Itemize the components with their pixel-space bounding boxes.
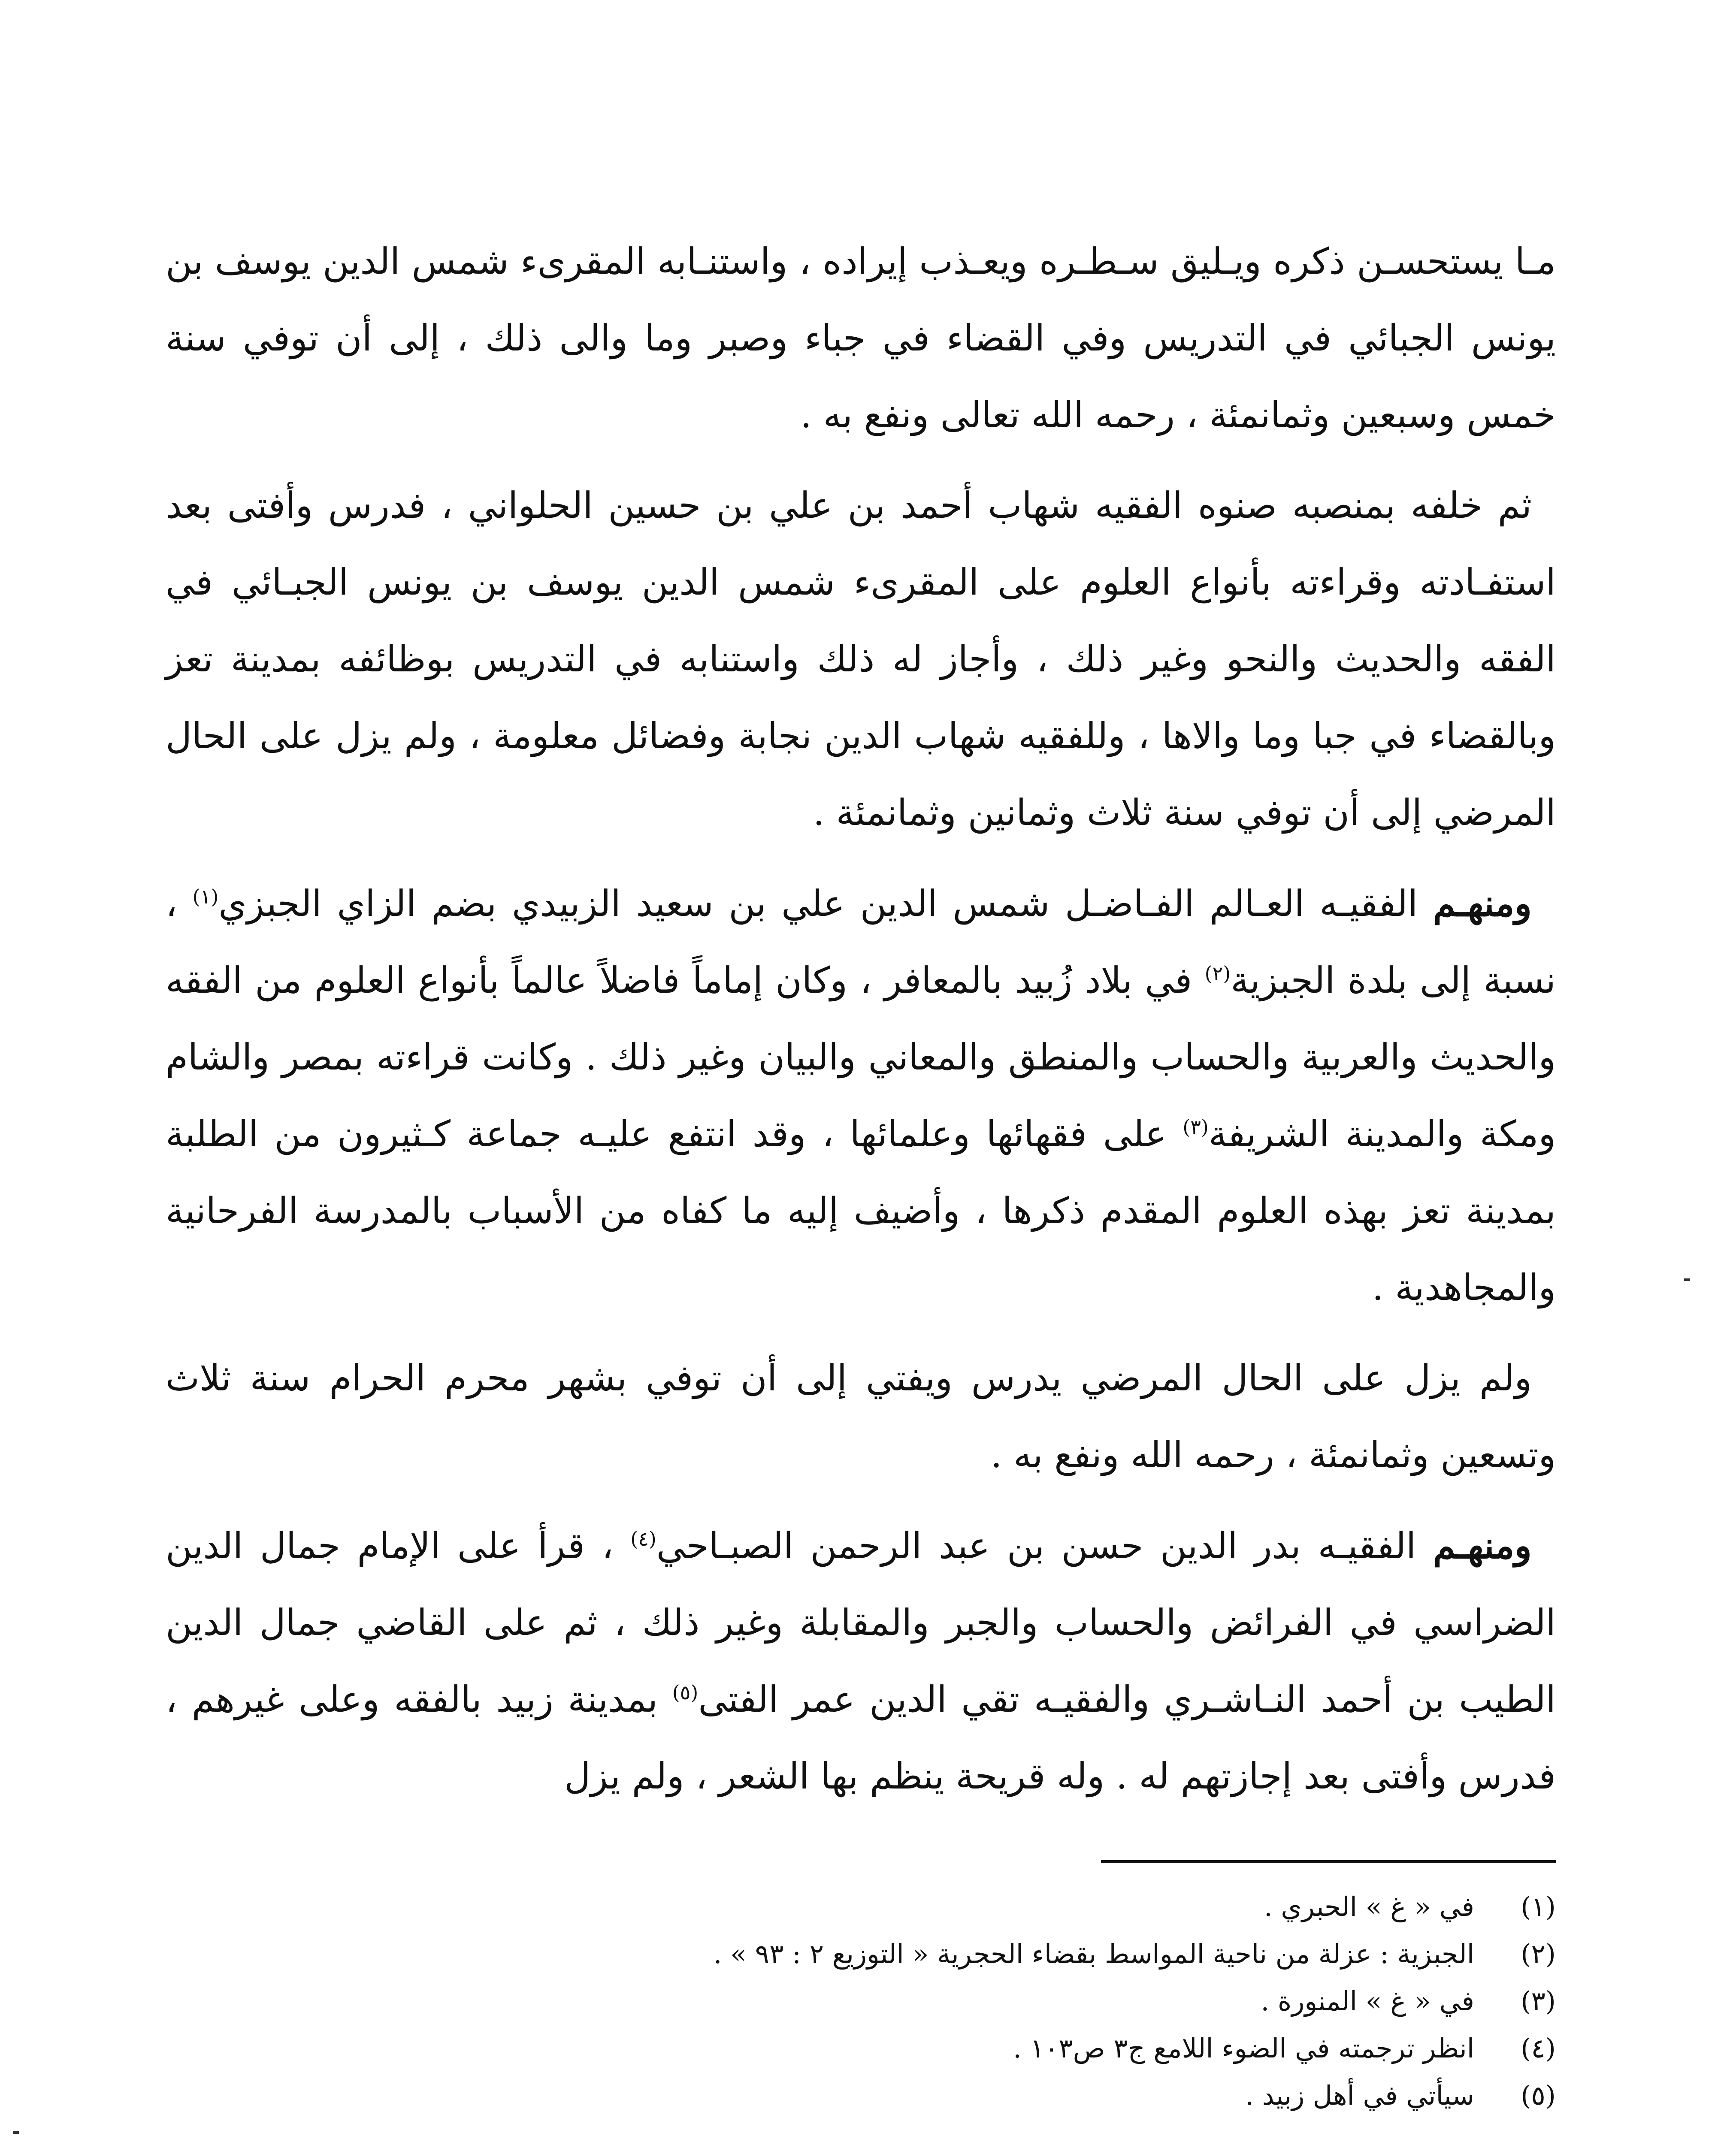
footnote-number: (٤) [1521,2033,1556,2064]
paragraph-3 [166,865,1556,1326]
paragraph-text: على فقهائها وعلمائها ، وقد انتفع عليـه جماعة كـثيرون من الطلبة بمدينة تعز بهذه العلوم المقدم ذكرها ، وأضيف إليه ما كفاه من الأسباب بالمدرسة الفرحانية والمجاهدية . [166,1113,1556,1308]
lead-word: ومنهـم [1433,1524,1532,1567]
paragraph-text: ، نسبة إلى بلدة الجبزية [166,882,1556,1001]
paragraph-text: ثم خلفه بمنصبه صنوه الفقيه شهاب أحمد بن علي بن حسين الحلواني ، فدرس وأفتى بعد استفـادته وقراءته بأنواع العلوم على المقرىء شمس الدين يوسف بن يونس الجبـائي في الفقه والحديث والنحو وغير ذلك ، وأجاز له ذلك واستنابه في التدريس بوظائفه بمدينة تعز وبالقضاء في جبا وما والاها ، وللفقيه شهاب الدين نجابة وفضائل معلومة ، ولم يزل على الحال المرضي إلى أن توفي سنة ثلاث وثمانين وثمانمئة . [166,484,1556,834]
paragraph-5 [166,1507,1556,1815]
footnote-ref-4: (٤) [630,1527,656,1550]
paragraph-4 [166,1340,1556,1493]
footnote-number: (١) [1521,1891,1556,1922]
lead-word: ومنهـم [1433,882,1532,924]
main-text [166,223,1556,1828]
paragraph-text: الفقيـه بدر الدين حسن بن عبد الرحمن الصبـاحي [656,1525,1433,1567]
footnote-1 [166,1883,1556,1930]
footnote-text: انظر ترجمته في الضوء اللامع ج٣ ص١٠٣ . [1013,2033,1474,2064]
paragraph-text: الفقيـه العـالم الفـاضـل شمس الدين علي بن سعيد الزبيدي بضم الزاي الجبزي [218,882,1433,924]
paragraph-text: مـا يستحسـن ذكره ويـليق سـطـره ويعـذب إيراده ، واستنـابه المقرىء شمس الدين يوسف بن يونس الجبائي في التدريس وفي القضاء في جباء وصبر وما والى ذلك ، إلى أن توفي سنة خمس وسبعين وثمانمئة ، رحمه الله تعالى ونفع به . [166,240,1556,436]
footnote-number: (٣) [1521,1985,1556,2017]
footnote-ref-1: (١) [192,885,219,908]
footnote-text: في « غ » المنورة . [1261,1985,1474,2017]
paragraph-2 [166,467,1556,851]
footnote-ref-5: (٥) [672,1681,699,1704]
paragraph-1 [166,223,1556,453]
footnote-text: الجبزية : عزلة من ناحية المواسط بقضاء الحجرية « التوزيع ٢ : ٩٣ » . [713,1938,1474,1970]
scan-speck [13,2131,19,2134]
footnote-3 [166,1978,1556,2025]
paragraph-text: ، قرأ على الإمام جمال الدين الضراسي في الفرائض والحساب والجبر والمقابلة وغير ذلك ، ثم على القاضي جمال الدين الطيب بن أحمد النـاشـري والفقيـه تقي الدين عمر الفتى [166,1525,1556,1720]
footnote-4 [166,2025,1556,2072]
footnote-divider [1101,1860,1556,1863]
paragraph-text: ولم يزل على الحال المرضي يدرس ويفتي إلى أن توفي بشهر محرم الحرام سنة ثلاث وتسعين وثمانمئة ، رحمه الله ونفع به . [166,1357,1556,1476]
footnote-5 [166,2072,1556,2119]
footnote-ref-2: (٢) [1204,962,1231,985]
paragraph-text: في بلاد زُبيد بالمعافر ، وكان إماماً فاضلاً عالماً بأنواع العلوم من الفقه والحديث والعربية والحساب والمنطق والمعاني والبيان وغير ذلك . وكانت قراءته بمصر والشام ومكة والمدينة الشريفة [166,959,1556,1155]
scan-speck [1684,1278,1690,1281]
footnote-ref-3: (٣) [1183,1115,1209,1139]
footnote-number: (٥) [1521,2080,1556,2111]
footnote-2 [166,1930,1556,1978]
footnote-number: (٢) [1521,1938,1556,1970]
footnote-text: في « غ » الحبري . [1264,1891,1474,1922]
paragraph-text: بمدينة زبيد بالفقه وعلى غيرهم ، فدرس وأفتى بعد إجازتهم له . وله قريحة ينظم بها الشعر ، ولم يزل [166,1678,1556,1797]
footnote-text: سيأتي في أهل زبيد . [1245,2080,1474,2111]
footnotes [166,1883,1556,2119]
